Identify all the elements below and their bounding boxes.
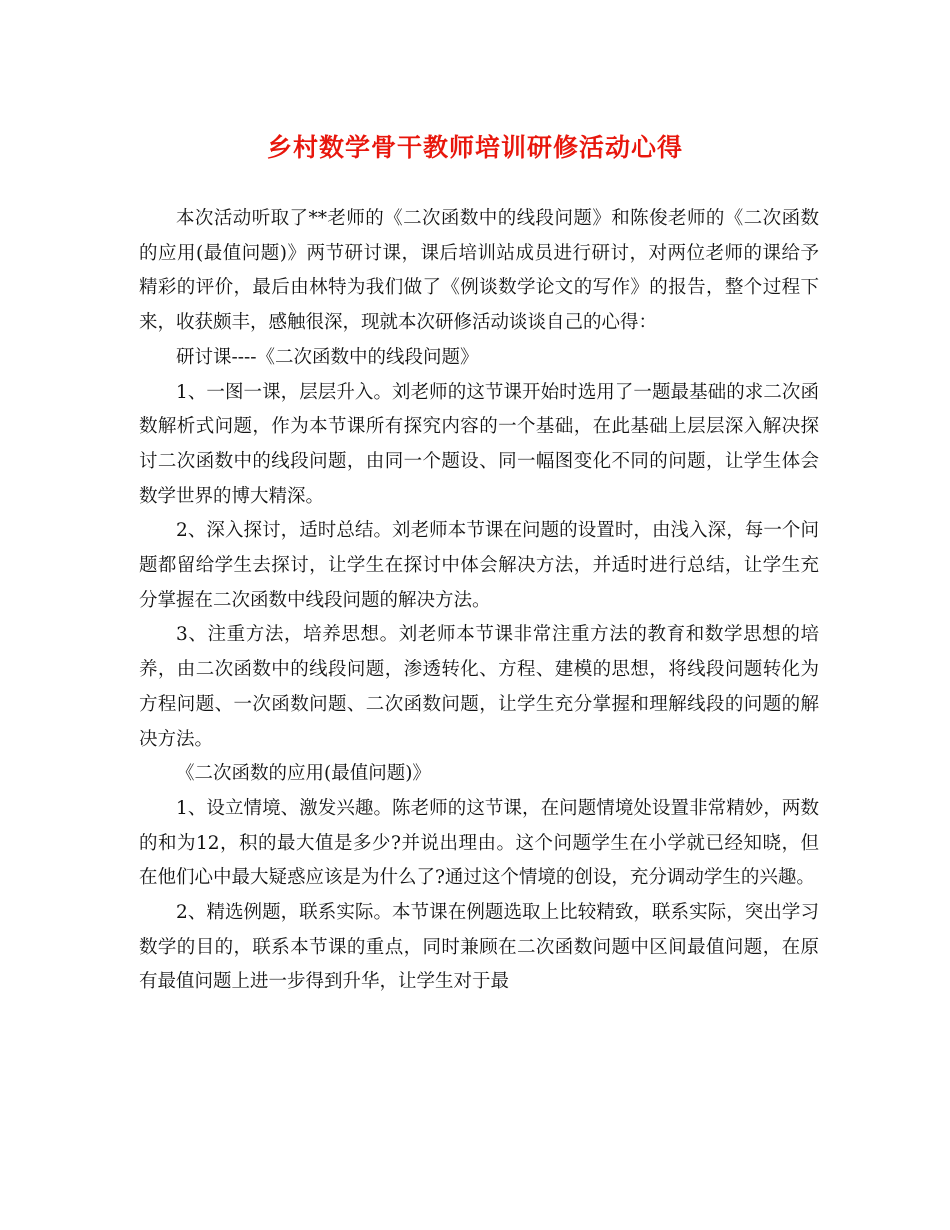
document-title: 乡村数学骨干教师培训研修活动心得 xyxy=(266,133,683,162)
paragraph-lesson-2-point-1: 1、设立情境、激发兴趣。陈老师的这节课，在问题情境处设置非常精妙，两数的和为12，积的最大值是多少?并说出理由。这个问题学生在小学就已经知晓，但在他们心中最大疑惑应该是为什么了?通过这个情境的创设，充分调动学生的兴趣。 xyxy=(139,797,819,889)
paragraph-lesson-1-point-1: 1、一图一课，层层升入。刘老师的这节课开始时选用了一题最基础的求二次函数解析式问题，作为本节课所有探究内容的一个基础，在此基础上层层深入解决探讨二次函数中的线段问题，由同一个题设、同一幅图变化不同的问题，让学生体会数学世界的博大精深。 xyxy=(139,381,819,507)
paragraph-intro: 本次活动听取了**老师的《二次函数中的线段问题》和陈俊老师的《二次函数的应用(最值问题)》两节研讨课，课后培训站成员进行研讨，对两位老师的课给予精彩的评价，最后由林特为我们做了《例谈数学论文的写作》的报告，整个过程下来，收获颇丰，感触很深，现就本次研修活动谈谈自己的心得： xyxy=(139,208,819,334)
paragraph-lesson-1-point-3: 3、注重方法，培养思想。刘老师本节课非常注重方法的教育和数学思想的培养，由二次函数中的线段问题，渗透转化、方程、建模的思想，将线段问题转化为方程问题、一次函数问题、二次函数问题，让学生充分掌握和理解线段的问题的解决方法。 xyxy=(139,624,819,750)
paragraph-lesson-1-point-2: 2、深入探讨，适时总结。刘老师本节课在问题的设置时，由浅入深，每一个问题都留给学生去探讨，让学生在探讨中体会解决方法，并适时进行总结，让学生充分掌握在二次函数中线段问题的解决方法。 xyxy=(139,520,819,611)
section-heading-lesson-2: 《二次函数的应用(最值问题)》 xyxy=(176,763,431,785)
section-heading-lesson-1: 研讨课----《二次函数中的线段问题》 xyxy=(176,346,479,368)
paragraph-lesson-2-point-2: 2、精选例题，联系实际。本节课在例题选取上比较精致，联系实际，突出学习数学的目的，联系本节课的重点，同时兼顾在二次函数问题中区间最值问题，在原有最值问题上进一步得到升华，让学生对于最 xyxy=(139,902,819,993)
document-body xyxy=(139,202,819,1000)
